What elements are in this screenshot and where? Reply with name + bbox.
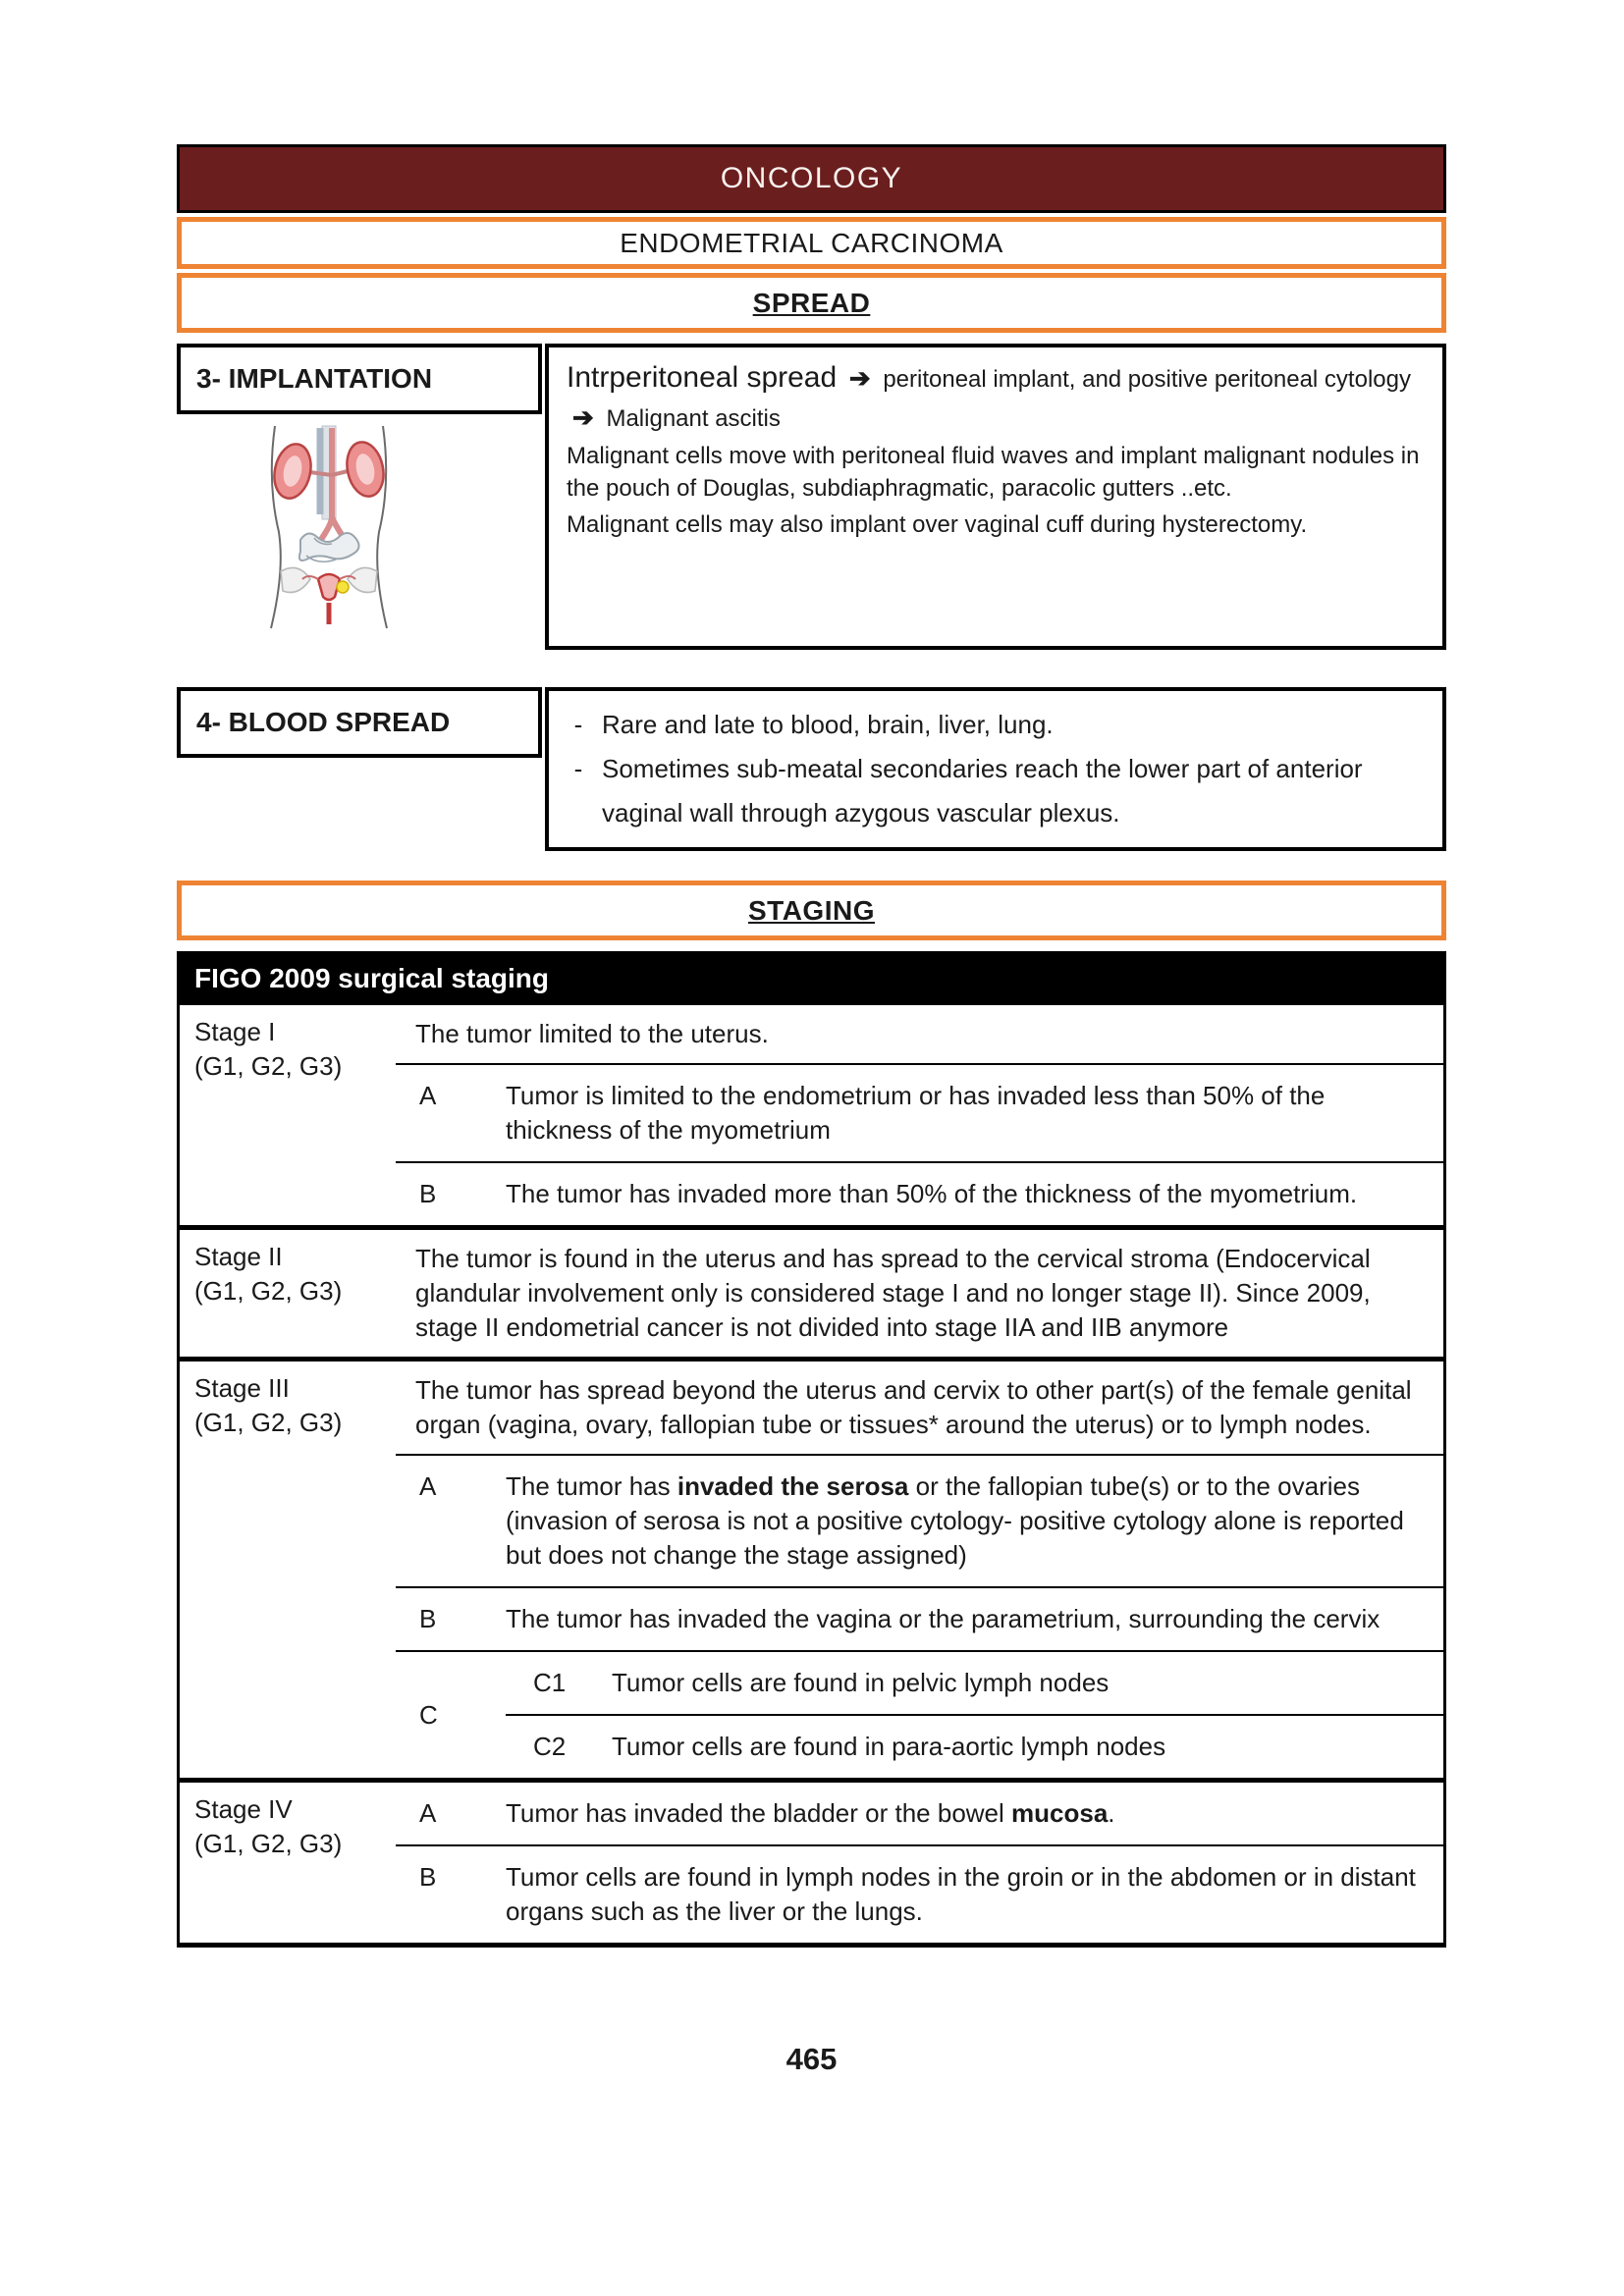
topic-title: ENDOMETRIAL CARCINOMA (620, 227, 1003, 258)
stage-name: Stage IV (194, 1794, 293, 1824)
substage-row (396, 1586, 1443, 1650)
stage-grades: (G1, G2, G3) (194, 1276, 343, 1306)
right-arrow-icon: ➔ (848, 363, 871, 393)
stage-content (396, 1783, 1443, 1943)
stage-label (180, 1005, 396, 1225)
substage-row-c (396, 1650, 1443, 1778)
stage-grades: (G1, G2, G3) (194, 1408, 343, 1437)
substage-row (396, 1161, 1443, 1225)
stage-label (180, 1362, 396, 1778)
stage-name: Stage III (194, 1373, 290, 1403)
stage-name: Stage II (194, 1242, 283, 1271)
table-row (180, 1005, 1443, 1225)
blood-spread-bullet-text: Sometimes sub-meatal secondaries reach the lower part of anterior vaginal wall through azygous vascular plexus. (602, 754, 1363, 828)
staging-section-banner (177, 881, 1446, 940)
page-content (177, 144, 1446, 2077)
stage-content (396, 1362, 1443, 1778)
pelvic-bone-left (281, 567, 310, 592)
c-substage-list (506, 1652, 1443, 1778)
substage-row (396, 1783, 1443, 1844)
substage-row (396, 1063, 1443, 1161)
implantation-label: 3- IMPLANTATION (196, 363, 433, 394)
implantation-paragraph: Malignant cells may also implant over vaginal cuff during hysterectomy. (567, 511, 1308, 538)
c-substage-code: C1 (533, 1668, 567, 1697)
c-substage-code: C2 (533, 1732, 567, 1761)
stage-intro: The tumor has spread beyond the uterus and cervix to other part(s) of the female genital organ (vagina, ovary, fallopian tube or tissues* around the uterus) or to lymph nodes. (415, 1375, 1412, 1439)
staging-section-title: STAGING (748, 894, 875, 926)
implantation-row (177, 344, 1446, 650)
pelvic-bone-right (348, 567, 377, 592)
blood-spread-left-column (177, 687, 545, 758)
table-row (180, 1357, 1443, 1778)
substage-letter: A (419, 1081, 437, 1110)
substage-text: Tumor has invaded the bladder or the bowel (506, 1798, 1012, 1828)
topic-banner (177, 217, 1446, 269)
implantation-intro-mid: peritoneal implant, and positive peritoneal cytology (883, 366, 1411, 393)
substage-text-bold: invaded the serosa (677, 1471, 909, 1501)
substage-text: . (1108, 1798, 1115, 1828)
implantation-left-column (177, 344, 545, 635)
c-substage-row (506, 1714, 1443, 1778)
stage-name: Stage I (194, 1017, 276, 1046)
blood-spread-label: 4- BLOOD SPREAD (196, 707, 451, 737)
dash-bullet: - (573, 710, 583, 739)
substage-letter: A (419, 1798, 437, 1828)
blood-spread-row (177, 687, 1446, 851)
implantation-intro (567, 359, 1429, 438)
substage-description (506, 1079, 1443, 1148)
substage-text-bold: mucosa (1011, 1798, 1109, 1828)
figo-staging-table (177, 1005, 1446, 1948)
stage-grades: (G1, G2, G3) (194, 1051, 343, 1081)
implantation-description-box (545, 344, 1446, 650)
substage-letter: A (419, 1471, 437, 1501)
substage-row (396, 1454, 1443, 1586)
chapter-title: ONCOLOGY (720, 162, 903, 194)
stage-intro: The tumor limited to the uterus. (415, 1019, 769, 1048)
substage-description (506, 1796, 1443, 1831)
substage-letter: B (419, 1862, 437, 1892)
substage-description: Tumor cells are found in pelvic lymph nodes (612, 1668, 1110, 1697)
list-item (555, 703, 1429, 747)
spread-section-banner (177, 273, 1446, 333)
figo-table-header (177, 951, 1446, 1005)
right-arrow-icon: ➔ (572, 402, 594, 432)
substage-letter: B (419, 1179, 437, 1208)
implantation-intro-tail: Malignant ascitis (606, 405, 781, 432)
chapter-banner (177, 144, 1446, 213)
substage-description (506, 1602, 1443, 1636)
implantation-label-box (177, 344, 542, 414)
substage-text: Tumor is limited to the endometrium or has invaded less than 50% of the thickness of the myometrium (506, 1081, 1326, 1145)
stage-intro: The tumor is found in the uterus and has spread to the cervical stroma (Endocervical glandular involvement only is considered stage I and no longer stage II). Since 2009, stage II endometrial cancer is not divided into stage IIA and IIB anymore (415, 1244, 1371, 1342)
tumor-nodule-marker (337, 581, 349, 593)
substage-description (506, 1469, 1443, 1573)
substage-text: Tumor cells are found in lymph nodes in the groin or in the abdomen or in distant organs such as the liver or the lungs. (506, 1862, 1416, 1926)
substage-text: or the fallopian tube(s) or to the ovaries (invasion of serosa is not a positive cytology- positive cytology alone is reported but does not change the stage assigned) (506, 1471, 1404, 1570)
blood-spread-bullet-text: Rare and late to blood, brain, liver, lung. (602, 710, 1054, 739)
substage-text: The tumor has (506, 1471, 677, 1501)
blood-spread-label-box (177, 687, 542, 758)
substage-description (506, 1860, 1443, 1929)
substage-row (396, 1844, 1443, 1943)
figo-table-title: FIGO 2009 surgical staging (194, 962, 550, 993)
dash-bullet: - (573, 754, 583, 783)
substage-description (506, 1177, 1443, 1211)
table-row (180, 1225, 1443, 1357)
substage-text: The tumor has invaded the vagina or the parametrium, surrounding the cervix (506, 1604, 1380, 1633)
spread-section-title: SPREAD (752, 287, 871, 318)
c-substage-row (506, 1652, 1443, 1714)
page-number: 465 (785, 2042, 838, 2076)
substage-letter: B (419, 1604, 437, 1633)
stage-content (396, 1005, 1443, 1225)
blood-spread-description-box (545, 687, 1446, 851)
stage-label (180, 1230, 396, 1357)
stage-grades: (G1, G2, G3) (194, 1829, 343, 1858)
substage-text: The tumor has invaded more than 50% of the thickness of the myometrium. (506, 1179, 1358, 1208)
substage-description: Tumor cells are found in para-aortic lymph nodes (612, 1732, 1166, 1761)
female-abdomen-pelvis-anatomy-illustration (242, 424, 416, 630)
implantation-intro-lead: Intrperitoneal spread (567, 361, 838, 394)
stage-label (180, 1783, 396, 1943)
stage-content (396, 1230, 1443, 1357)
table-row (180, 1778, 1443, 1943)
list-item (555, 747, 1429, 835)
implantation-paragraph: Malignant cells move with peritoneal fluid waves and implant malignant nodules in the pouch of Douglas, subdiaphragmatic, paracolic gutters ..etc. (567, 443, 1420, 502)
substage-letter: C (419, 1699, 438, 1730)
